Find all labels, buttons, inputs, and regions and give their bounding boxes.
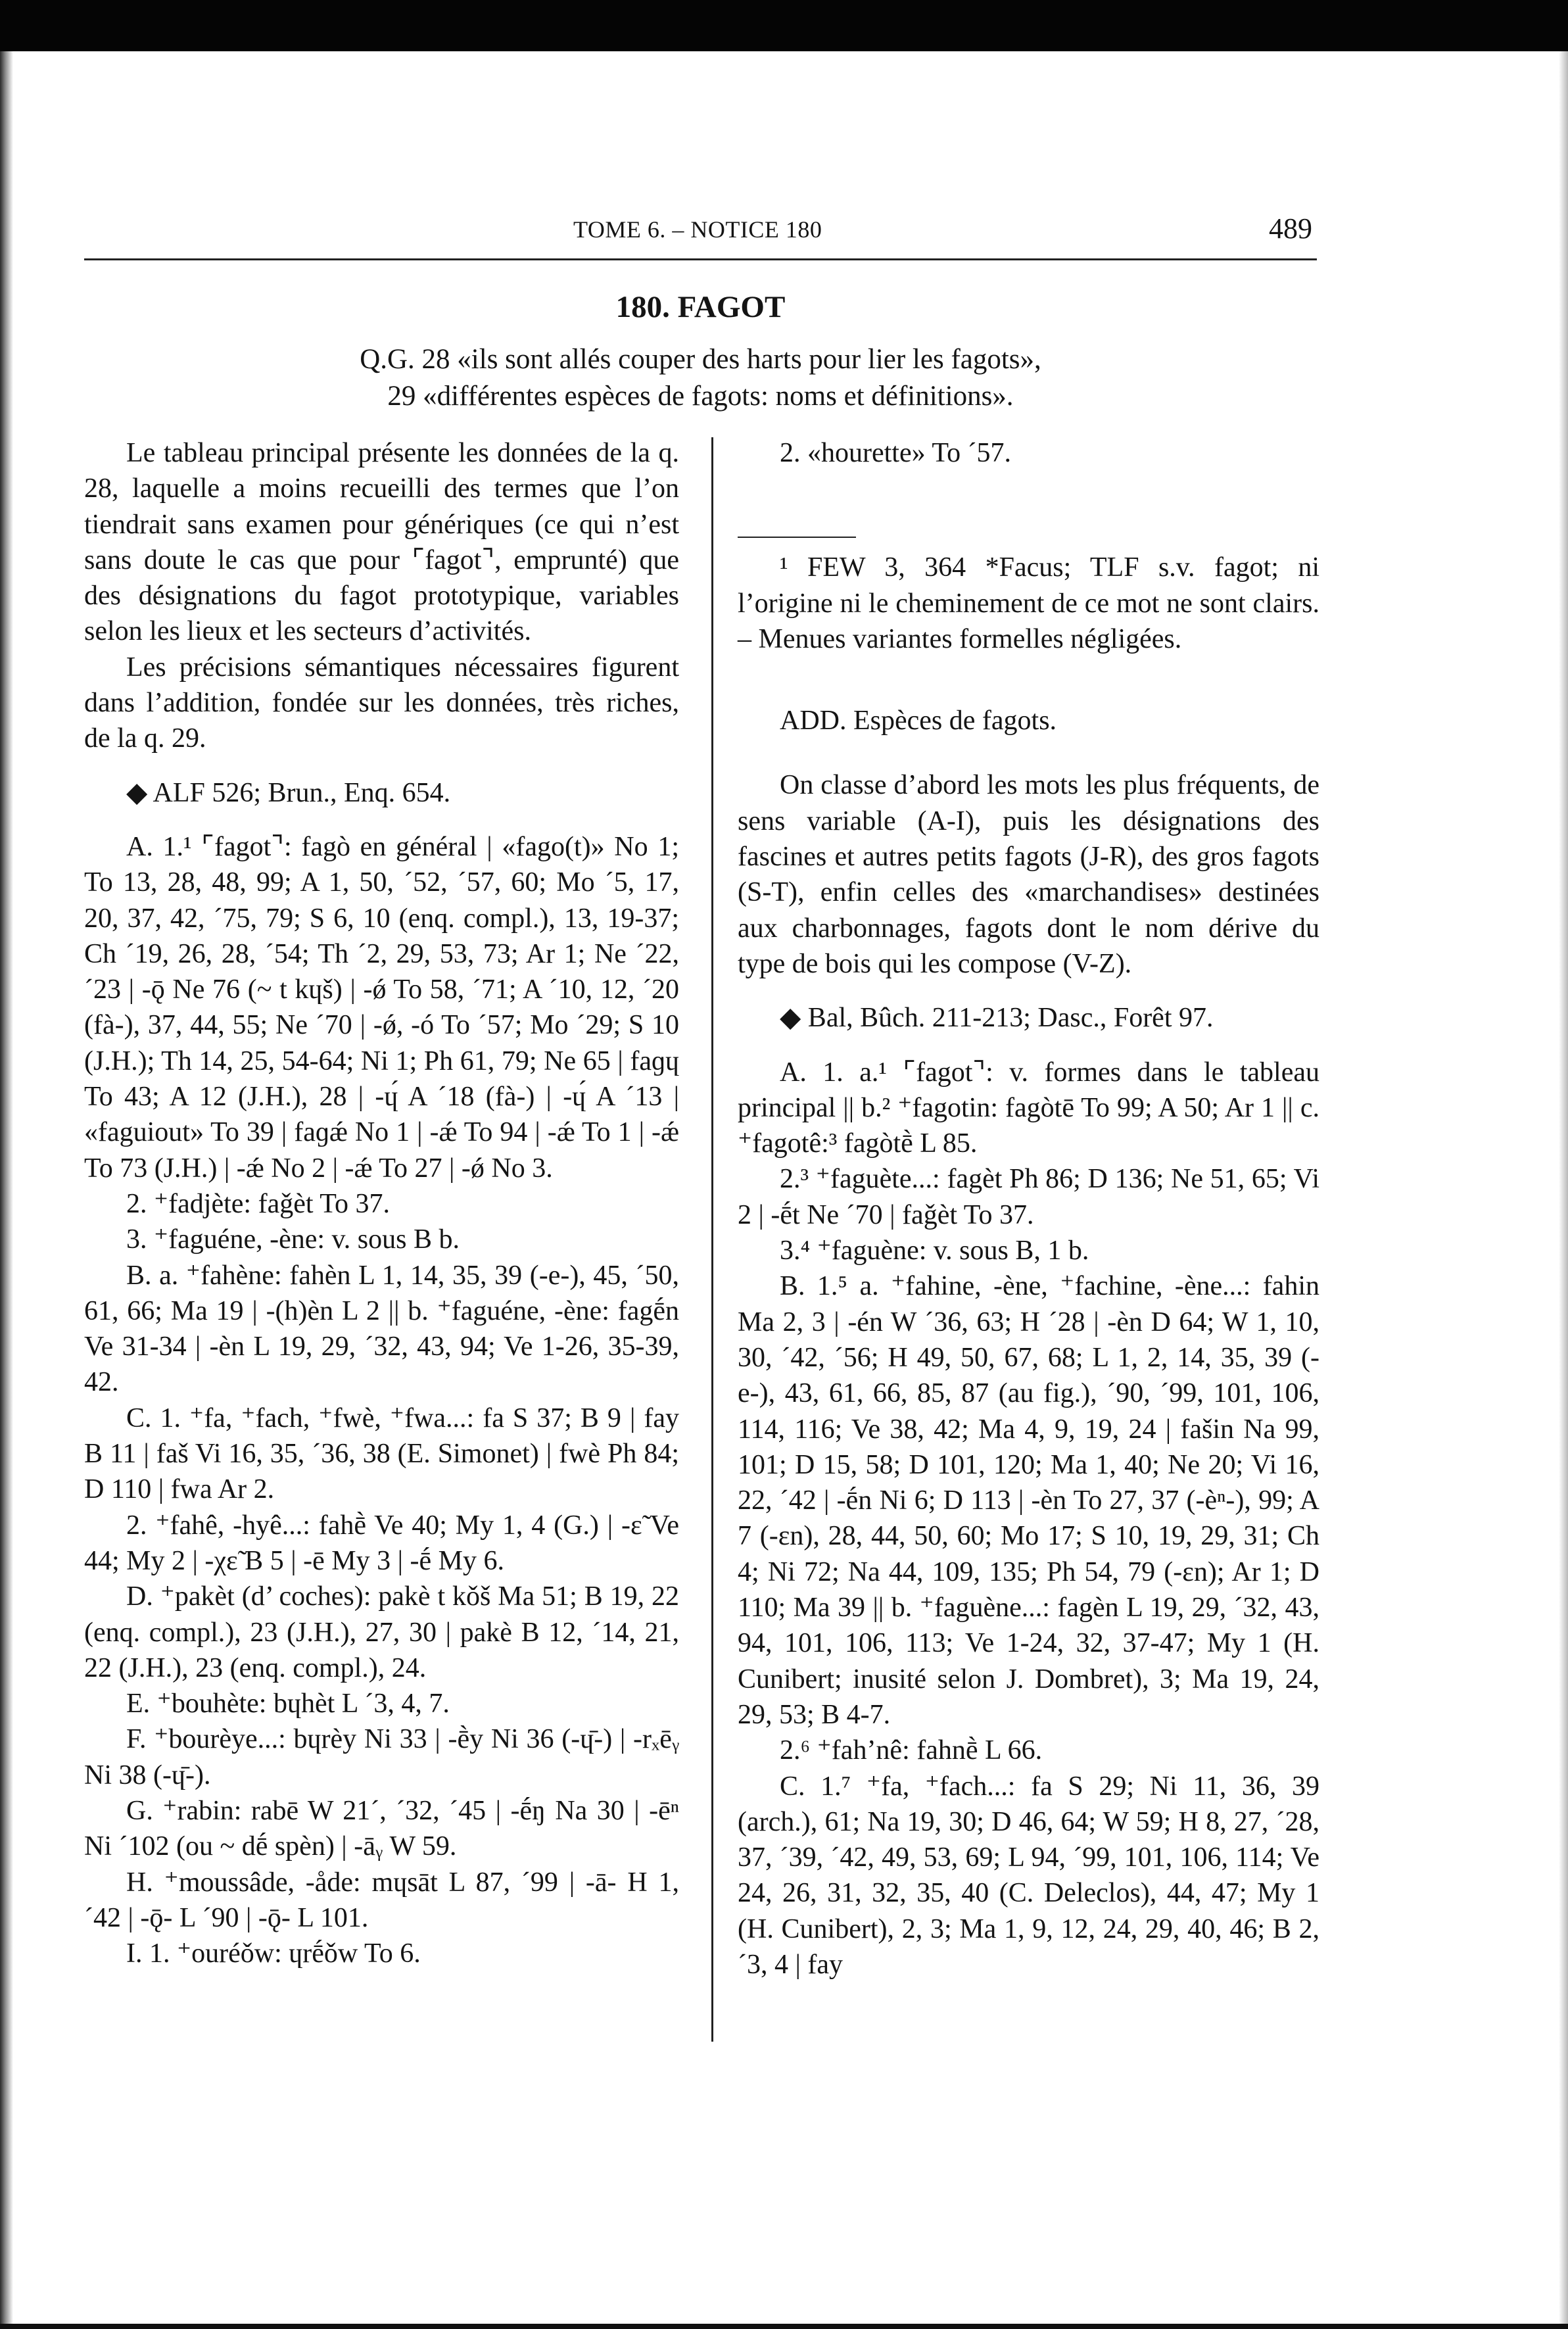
scan-left-edge [0, 51, 13, 2329]
add-entry-a-2: 2.³ ⁺faguète...: fagèt Ph 86; D 136; Ne 51, 65; Vi 2 | -ḗt Ne ´70 | faǧèt To 37. [738, 1164, 1319, 1230]
entry-h: H. ⁺moussâde, -åde: mɥsāt L 87, ´99 | -ā- H 1, ´42 | -ǭ- L ´90 | -ǭ- L 101. [84, 1867, 679, 1933]
left-column [84, 435, 679, 1971]
article-title: 180. FAGOT [615, 290, 786, 324]
column-divider [711, 437, 713, 2042]
references: ◆ ALF 526; Brun., Enq. 654. [126, 777, 451, 808]
add-entry-b-2: 2.⁶ ⁺fah’nê: fahnḕ L 66. [780, 1735, 1043, 1766]
page-number: 489 [1269, 212, 1312, 245]
question-line-1: Q.G. 28 «ils sont allés couper des harts pour lier les fagots», [360, 344, 1041, 375]
entry-a-3: 3. ⁺faguéne, -ène: v. sous B b. [126, 1224, 460, 1255]
add-entry-a-3: 3.⁴ ⁺faguène: v. sous B, 1 b. [780, 1236, 1089, 1266]
scan-right-edge [1559, 51, 1568, 2329]
entry-d: D. ⁺pakèt (d’ coches): pakè t kǒš Ma 51; B 19, 22 (enq. compl.), 23 (J.H.), 27, 30 | pakè B 12, ´14, 21, 22 (J.H.), 23 (enq. compl.), 24. [84, 1581, 679, 1683]
entry-a-1: A. 1.¹ ⌜fagot⌝: fagò en général | «fago(t)» No 1; To 13, 28, 48, 99; A 1, 50, ´52, ´57, 60; Mo ´5, 17, 20, 37, 42, ´75, 79; S 6, 10 (enq. compl.), 13, 19-37; Ch ´19, 26, 28, ´54; Th ´2, 29, 53, 73; Ar 1; Ne ´22, ´23 | -ǭ Ne 76 (~ t kɥš) | -ǿ To 58, ´71; A ´10, 12, ´20 (fà-), 37, 44, 55; Ne ´70 | -ǿ, -ó To ´57; Mo ´29; S 10 (J.H.); Th 14, 25, 54-64; Ni 1; Ph 61, 79; Ne 65 | faɡɥ To 43; A 12 (J.H.), 28 | -ɥ́ A ´18 (fà-) | -ɥ́ A ´13 | «faguiout» To 39 | faɡǽ No 1 | -ǽ To 94 | -ǽ To 1 | -ǽ To 73 (J.H.) | -ǽ No 2 | -ǽ To 27 | -ǿ No 3. [84, 831, 679, 1184]
intro-paragraph-2: Les précisions sémantiques nécessaires figurent dans l’addition, fondée sur les données, très riches, de la q. 29. [84, 652, 679, 754]
entry-b: B. a. ⁺fahène: fahèn L 1, 14, 35, 39 (-e-), 45, ´50, 61, 66; Ma 19 | -(h)èn L 2 || b. ⁺faguéne, -ène: fagḗn Ve 31-34 | -èn L 19, 29, ´32, 43, 94; Ve 1-26, 35-39, 42. [84, 1260, 679, 1398]
footnote-1: ¹ FEW 3, 364 *Facus; TLF s.v. fagot; ni l’origine ni le cheminement de ce mot ne sont clairs. – Menues variantes formelles négligées. [738, 552, 1319, 654]
addition-intro: On classe d’abord les mots les plus fréquents, de sens variable (A-I), puis les désignations des fascines et autres petits fagots (J-R), des gros fagots (S-T), enfin celles des «marchandises» destinées aux charbonnages, fagots dont le nom dérive du type de bois qui les compose (V-Z). [738, 770, 1319, 979]
add-entry-c-1: C. 1.⁷ ⁺fa, ⁺fach...: fa S 29; Ni 11, 36, 39 (arch.), 61; Na 19, 30; D 46, 64; W 59; H 8, 27, ´28, 37, ´39, ´42, 49, 53, 69; L 94, ´99, 101, 106, 114; Ve 24, 26, 31, 32, 35, 40 (C. Deleclos), 44, 47; My 1 (H. Cunibert), 2, 3; Ma 1, 9, 12, 24, 29, 40, 46; B 2, ´3, 4 | fay [738, 1771, 1319, 1980]
add-entry-b-1: B. 1.⁵ a. ⁺fahine, -ène, ⁺fachine, -ène...: fahin Ma 2, 3 | -én W ´36, 63; H ´28 | -èn D 64; W 1, 10, 30, ´42, ´56; H 49, 50, 67, 68; L 1, 2, 14, 35, 39 (-e-), 43, 61, 66, 85, 87 (au fig.), ´90, ´99, 101, 106, 114, 116; Ve 38, 42; Ma 4, 9, 19, 24 | fašin Na 99, 101; D 15, 58; D 101, 120; Ma 1, 40; Ne 20; Vi 16, 22, ´42 | -ḗn Ni 6; D 113 | -èn To 27, 37 (-èⁿ-), 99; A 7 (-ɛn), 28, 44, 50, 60; Mo 17; S 10, 19, 29, 31; Ch 4; Ni 72; Na 44, 109, 135; Ph 54, 79 (-ɛn); Ar 1; D 110; Ma 39 || b. ⁺faguène...: fagèn L 19, 29, ´32, 43, 94, 101, 106, 113; Ve 1-24, 32, 37-47; My 1 (H. Cunibert; inusité selon J. Dombret), 3; Ma 19, 24, 29, 53; B 4-7. [738, 1271, 1319, 1730]
intro-paragraph-1: Le tableau principal présente les données de la q. 28, laquelle a moins recueilli des termes que l’on tiendrait sans examen pour génériques (ce qui n’est sans doute le cas que pour ⌜fagot⌝, emprunté) que des désignations du fagot prototypique, variables selon les lieux et les secteurs d’activités. [84, 438, 679, 647]
running-title: TOME 6. – NOTICE 180 [573, 216, 822, 243]
addition-references: ◆ Bal, Bûch. 211-213; Dasc., Forêt 97. [780, 1003, 1214, 1034]
entry-e: E. ⁺bouhète: bɥhèt L ´3, 4, 7. [126, 1689, 450, 1719]
addition-title: ADD. Espèces de fagots. [780, 706, 1057, 736]
add-entry-a-1: A. 1. a.¹ ⌜fagot⌝: v. formes dans le tableau principal || b.² ⁺fagotin: fagòtē To 99; A 50; Ar 1 || c. ⁺fagotê:³ fagòtḕ L 85. [738, 1057, 1319, 1159]
entry-c-1: C. 1. ⁺fa, ⁺fach, ⁺fwè, ⁺fwa...: fa S 37; B 9 | fay B 11 | faš Vi 16, 35, ´36, 38 (E. Simonet) | fwè Ph 84; D 110 | fwa Ar 2. [84, 1403, 679, 1505]
right-column [738, 435, 1319, 1982]
question-line-2: 29 «différentes espèces de fagots: noms et définitions». [387, 381, 1014, 412]
header-rule [84, 258, 1317, 260]
entry-a-2: 2. ⁺fadjète: faǧèt To 37. [126, 1188, 390, 1219]
scan-top-border [0, 0, 1568, 51]
entry-i-2: 2. «hourette» To ´57. [780, 438, 1012, 468]
entry-f: F. ⁺bourèye...: bɥrèy Ni 33 | -ḕy Ni 36 (-ɥ̄-) | -rₓēᵧ Ni 38 (-ɥ̄-). [84, 1724, 679, 1790]
entry-c-2: 2. ⁺fahê, -hyê...: fahḕ Ve 40; My 1, 4 (G.) | -ɛ̃ Ve 44; My 2 | -χɛ̃ B 5 | -ē My 3 | -ḗ My 6. [84, 1510, 679, 1576]
entry-g: G. ⁺rabin: rabē W 21´, ´32, ´45 | -ḗŋ Na 30 | -ēⁿ Ni ´102 (ou ~ dḗ spèn) | -āᵧ W 59. [84, 1795, 679, 1862]
scan-bottom-border [0, 2324, 1568, 2329]
footnote-rule [738, 537, 856, 538]
entry-i: I. 1. ⁺ouréǒw: ɥrḗǒw To 6. [126, 1938, 421, 1969]
